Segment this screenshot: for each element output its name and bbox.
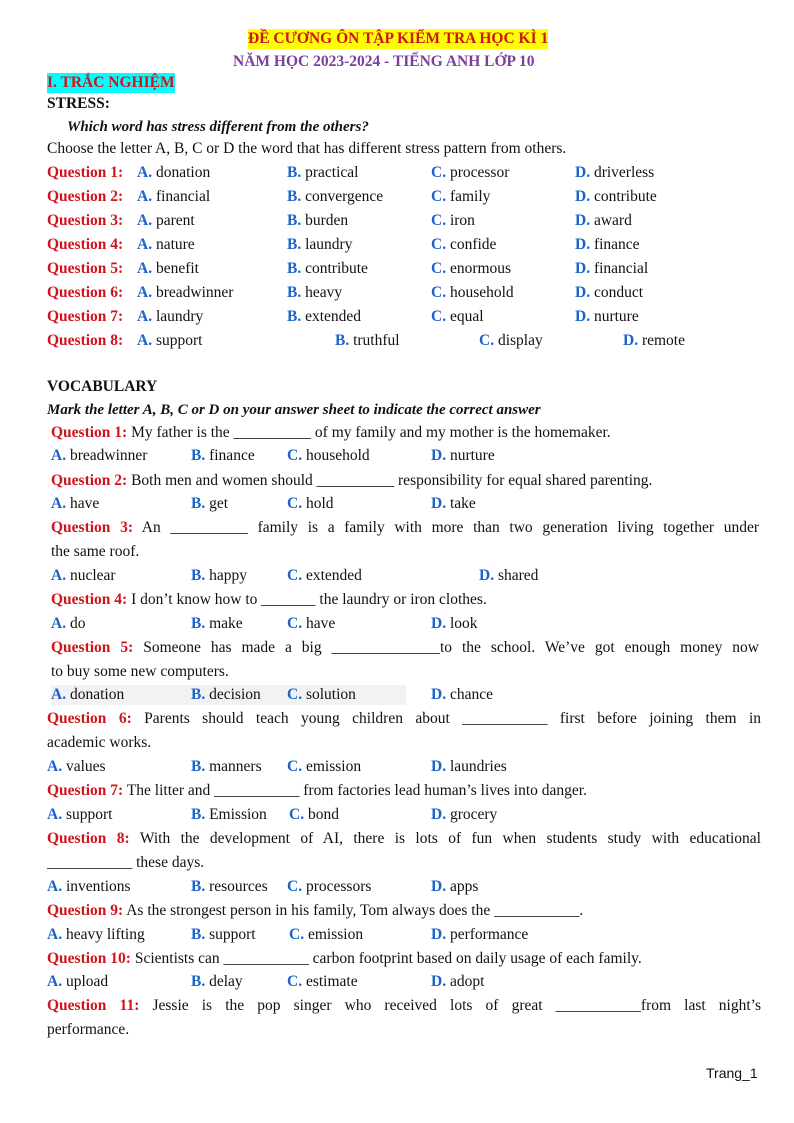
answer-option	[191, 925, 256, 945]
option-letter: D.	[623, 332, 639, 349]
option-letter: A.	[137, 188, 153, 205]
option-text: grocery	[449, 806, 498, 823]
question-stem	[47, 949, 642, 969]
option-text: solution	[305, 686, 356, 703]
answer-option	[431, 877, 478, 897]
option-text: chance	[449, 686, 493, 703]
answer-option	[51, 685, 124, 705]
option-letter: C.	[287, 878, 303, 895]
question-label: Question 3:	[47, 212, 124, 229]
question-stem	[51, 590, 487, 610]
answer-option	[287, 494, 334, 514]
option-text: benefit	[155, 260, 199, 277]
question-stem	[51, 638, 759, 658]
option-letter: D.	[575, 188, 591, 205]
answer-option	[287, 283, 342, 303]
question-label: Question 7:	[47, 308, 124, 325]
question-text: The litter and ___________ from factories lead human’s lives into danger.	[123, 782, 587, 799]
option-letter: D.	[431, 686, 447, 703]
answer-option	[287, 685, 356, 705]
document-title: ĐỀ CƯƠNG ÔN TẬP KIỂM TRA HỌC KÌ 1	[248, 30, 549, 47]
option-text: award	[593, 212, 632, 229]
option-text: finance	[209, 447, 255, 464]
answer-option	[289, 805, 339, 825]
option-letter: A.	[137, 308, 153, 325]
question-stem	[51, 518, 759, 538]
document-subtitle: NĂM HỌC 2023-2024 - TIẾNG ANH LỚP 10	[233, 53, 535, 70]
question-label: Question 9:	[47, 902, 124, 919]
answer-option	[431, 446, 495, 466]
page-number: Trang_1	[706, 1065, 758, 1081]
option-text: have	[69, 495, 100, 512]
option-letter: A.	[137, 332, 153, 349]
answer-option	[575, 307, 639, 327]
option-letter: B.	[191, 615, 206, 632]
question-stem	[51, 423, 611, 443]
question-text-continued: ___________ these days.	[47, 854, 205, 871]
question-stem	[47, 781, 587, 801]
option-letter: B.	[287, 188, 302, 205]
answer-option	[51, 446, 147, 466]
answer-option	[47, 805, 112, 825]
answer-option	[479, 331, 543, 351]
option-letter: C.	[287, 447, 303, 464]
answer-option	[335, 331, 400, 351]
option-text: practical	[305, 164, 359, 181]
option-text: contribute	[305, 260, 368, 277]
option-text: bond	[307, 806, 339, 823]
option-text: processor	[449, 164, 510, 181]
option-letter: D.	[431, 973, 447, 990]
answer-option	[51, 566, 116, 586]
question-label: Question 7:	[47, 782, 124, 799]
answer-option	[137, 187, 210, 207]
question-label: Question 3:	[51, 519, 133, 536]
option-text: display	[497, 332, 543, 349]
answer-option	[431, 259, 511, 279]
answer-option	[137, 211, 195, 231]
option-text: emission	[305, 758, 362, 775]
option-text: Emission	[209, 806, 267, 823]
answer-option	[47, 877, 131, 897]
question-text: Jessie is the pop singer who received lots of great ___________from last night’s	[139, 997, 762, 1014]
option-text: remote	[641, 332, 685, 349]
option-text: happy	[209, 567, 247, 584]
option-text: contribute	[593, 188, 657, 205]
answer-option	[431, 925, 528, 945]
option-letter: A.	[137, 164, 153, 181]
answer-option	[137, 283, 233, 303]
answer-option	[431, 235, 496, 255]
question-label: Question 8:	[47, 830, 130, 847]
option-text: breadwinner	[69, 447, 148, 464]
question-stem	[51, 471, 652, 491]
option-letter: C.	[431, 188, 447, 205]
option-text: breadwinner	[155, 284, 234, 301]
option-text: extended	[305, 567, 362, 584]
option-text: support	[209, 926, 256, 943]
answer-option	[191, 566, 247, 586]
answer-option	[137, 331, 202, 351]
answer-option	[431, 163, 509, 183]
answer-option	[47, 757, 106, 777]
question-stem	[47, 901, 583, 921]
question-text: Parents should teach young children about ___________ first before joining them in	[131, 710, 761, 727]
option-letter: D.	[575, 284, 591, 301]
option-letter: B.	[287, 260, 302, 277]
option-letter: A.	[47, 973, 63, 990]
option-letter: B.	[191, 926, 206, 943]
answer-option	[51, 614, 85, 634]
stress-heading: STRESS:	[47, 95, 110, 112]
answer-option	[287, 235, 352, 255]
answer-option	[287, 211, 348, 231]
option-text: adopt	[449, 973, 485, 990]
answer-option	[575, 163, 654, 183]
option-letter: B.	[191, 973, 206, 990]
answer-option	[47, 925, 145, 945]
answer-option	[287, 566, 362, 586]
option-letter: C.	[431, 260, 447, 277]
answer-option	[575, 259, 648, 279]
option-letter: C.	[431, 308, 447, 325]
option-letter: A.	[51, 615, 67, 632]
option-text: nature	[155, 236, 195, 253]
option-text: financial	[593, 260, 649, 277]
answer-option	[575, 211, 632, 231]
answer-option	[431, 307, 484, 327]
question-text: As the strongest person in his family, Tom always does the ___________.	[123, 902, 584, 919]
option-letter: D.	[575, 236, 591, 253]
option-letter: B.	[191, 806, 206, 823]
option-text: driverless	[593, 164, 655, 181]
question-text: I don’t know how to _______ the laundry or iron clothes.	[127, 591, 487, 608]
question-text: Both men and women should __________ responsibility for equal shared parenting.	[127, 472, 653, 489]
option-letter: D.	[575, 164, 591, 181]
option-text: enormous	[449, 260, 512, 277]
option-letter: C.	[431, 212, 447, 229]
question-label: Question 1:	[47, 164, 124, 181]
question-label: Question 1:	[51, 424, 128, 441]
option-letter: C.	[287, 973, 303, 990]
answer-option	[191, 805, 267, 825]
option-text: family	[449, 188, 491, 205]
stress-instruction: Choose the letter A, B, C or D the word that has different stress pattern from others.	[47, 140, 567, 157]
question-text-continued: the same roof.	[51, 543, 140, 560]
stress-question: Which word has stress different from the others?	[67, 119, 369, 135]
option-letter: C.	[431, 236, 447, 253]
option-letter: D.	[575, 260, 591, 277]
option-letter: B.	[287, 164, 302, 181]
answer-option	[51, 494, 99, 514]
option-letter: A.	[51, 495, 67, 512]
option-letter: D.	[431, 806, 447, 823]
option-letter: B.	[191, 878, 206, 895]
answer-option	[431, 283, 514, 303]
option-text: laundries	[449, 758, 507, 775]
answer-option	[137, 163, 210, 183]
option-letter: B.	[287, 284, 302, 301]
answer-option	[431, 972, 484, 992]
option-letter: A.	[47, 926, 63, 943]
option-text: nurture	[449, 447, 495, 464]
question-stem	[47, 829, 761, 849]
option-text: household	[449, 284, 514, 301]
question-label: Question 4:	[51, 591, 128, 608]
option-letter: B.	[191, 567, 206, 584]
option-text: inventions	[65, 878, 131, 895]
option-letter: D.	[431, 615, 447, 632]
option-text: confide	[449, 236, 497, 253]
option-letter: D.	[575, 308, 591, 325]
option-text: extended	[305, 308, 362, 325]
option-letter: A.	[47, 758, 63, 775]
answer-option	[191, 757, 262, 777]
answer-option	[191, 877, 268, 897]
option-letter: C.	[287, 686, 303, 703]
answer-option	[191, 446, 255, 466]
option-letter: A.	[47, 878, 63, 895]
option-text: iron	[449, 212, 475, 229]
option-text: take	[449, 495, 476, 512]
answer-option	[575, 187, 657, 207]
answer-option	[431, 685, 493, 705]
answer-option	[287, 259, 368, 279]
answer-option	[191, 494, 228, 514]
answer-option	[431, 757, 507, 777]
option-letter: D.	[479, 567, 495, 584]
answer-option	[287, 877, 371, 897]
answer-option	[287, 187, 383, 207]
vocab-instruction: Mark the letter A, B, C or D on your answer sheet to indicate the correct answer	[47, 402, 541, 418]
option-letter: C.	[287, 615, 303, 632]
answer-option	[191, 685, 261, 705]
option-letter: D.	[431, 447, 447, 464]
question-label: Question 5:	[47, 260, 124, 277]
option-letter: D.	[431, 926, 447, 943]
question-label: Question 2:	[47, 188, 124, 205]
question-text-continued: academic works.	[47, 734, 152, 751]
option-letter: A.	[137, 212, 153, 229]
answer-option	[287, 446, 370, 466]
option-letter: A.	[51, 447, 67, 464]
answer-option	[289, 925, 363, 945]
question-label: Question 8:	[47, 332, 124, 349]
option-letter: A.	[137, 284, 153, 301]
option-text: truthful	[353, 332, 400, 349]
answer-option	[287, 757, 361, 777]
option-text: laundry	[155, 308, 204, 325]
option-letter: C.	[431, 164, 447, 181]
option-text: hold	[305, 495, 334, 512]
option-text: have	[305, 615, 336, 632]
option-text: donation	[155, 164, 211, 181]
question-stem	[47, 709, 761, 729]
option-letter: C.	[287, 758, 303, 775]
option-text: do	[69, 615, 86, 632]
option-text: equal	[449, 308, 484, 325]
question-label: Question 2:	[51, 472, 128, 489]
option-text: upload	[65, 973, 109, 990]
option-letter: C.	[431, 284, 447, 301]
option-text: household	[305, 447, 370, 464]
option-text: conduct	[593, 284, 644, 301]
option-letter: C.	[287, 495, 303, 512]
option-letter: B.	[287, 212, 302, 229]
option-text: donation	[69, 686, 125, 703]
answer-option	[137, 259, 199, 279]
option-text: support	[65, 806, 113, 823]
option-letter: B.	[191, 758, 206, 775]
question-text: With the development of AI, there is lots of fun when students study with educational	[129, 830, 761, 847]
option-text: support	[155, 332, 203, 349]
option-letter: D.	[575, 212, 591, 229]
question-stem	[47, 996, 761, 1016]
option-text: performance	[449, 926, 529, 943]
option-letter: C.	[479, 332, 495, 349]
option-text: convergence	[305, 188, 384, 205]
option-text: decision	[209, 686, 261, 703]
question-label: Question 6:	[47, 284, 124, 301]
answer-option	[137, 235, 195, 255]
vocab-heading: VOCABULARY	[47, 378, 158, 395]
option-text: delay	[209, 973, 243, 990]
answer-option	[431, 614, 478, 634]
option-text: resources	[209, 878, 268, 895]
question-label: Question 11:	[47, 997, 140, 1014]
option-text: look	[449, 615, 478, 632]
question-text: Scientists can ___________ carbon footprint based on daily usage of each family.	[130, 950, 642, 967]
answer-option	[287, 307, 361, 327]
option-letter: A.	[137, 236, 153, 253]
answer-option	[191, 972, 243, 992]
answer-option	[575, 235, 640, 255]
option-text: processors	[305, 878, 372, 895]
option-text: finance	[593, 236, 640, 253]
option-text: laundry	[305, 236, 353, 253]
option-text: financial	[155, 188, 211, 205]
option-text: parent	[155, 212, 195, 229]
answer-option	[623, 331, 685, 351]
answer-option	[431, 211, 475, 231]
option-text: values	[65, 758, 106, 775]
option-text: get	[209, 495, 229, 512]
option-letter: A.	[51, 686, 67, 703]
option-letter: B.	[191, 447, 206, 464]
option-letter: C.	[289, 926, 305, 943]
answer-option	[191, 614, 243, 634]
option-letter: B.	[191, 495, 206, 512]
answer-option	[137, 307, 203, 327]
question-label: Question 5:	[51, 639, 134, 656]
question-label: Question 6:	[47, 710, 132, 727]
answer-option	[287, 614, 335, 634]
section-heading: I. TRẮC NGHIỆM	[47, 74, 175, 91]
answer-option	[287, 972, 358, 992]
question-text-continued: performance.	[47, 1021, 130, 1038]
answer-option	[47, 972, 108, 992]
option-letter: B.	[191, 686, 206, 703]
option-letter: C.	[287, 567, 303, 584]
option-letter: A.	[51, 567, 67, 584]
option-letter: A.	[137, 260, 153, 277]
option-text: heavy lifting	[65, 926, 145, 943]
question-label: Question 4:	[47, 236, 124, 253]
option-text: heavy	[305, 284, 343, 301]
option-text: burden	[305, 212, 349, 229]
question-text: Someone has made a big ______________to the school. We’ve got enough money now	[133, 639, 759, 656]
option-letter: B.	[287, 308, 302, 325]
question-text: My father is the __________ of my family and my mother is the homemaker.	[127, 424, 611, 441]
answer-option	[431, 805, 497, 825]
option-letter: B.	[335, 332, 350, 349]
option-text: estimate	[305, 973, 358, 990]
option-text: nuclear	[69, 567, 116, 584]
option-text: nurture	[593, 308, 639, 325]
option-letter: D.	[431, 878, 447, 895]
question-text-continued: to buy some new computers.	[51, 663, 229, 680]
option-letter: C.	[289, 806, 305, 823]
option-letter: B.	[287, 236, 302, 253]
answer-option	[431, 187, 490, 207]
option-text: apps	[449, 878, 479, 895]
option-text: emission	[307, 926, 364, 943]
answer-option	[287, 163, 358, 183]
answer-option	[479, 566, 538, 586]
option-letter: D.	[431, 758, 447, 775]
answer-option	[575, 283, 643, 303]
option-letter: D.	[431, 495, 447, 512]
question-text: An __________ family is a family with more than two generation living together under	[133, 519, 759, 536]
question-label: Question 10:	[47, 950, 131, 967]
answer-option	[431, 494, 476, 514]
option-text: shared	[497, 567, 539, 584]
option-text: make	[209, 615, 243, 632]
option-letter: A.	[47, 806, 63, 823]
option-text: manners	[209, 758, 262, 775]
